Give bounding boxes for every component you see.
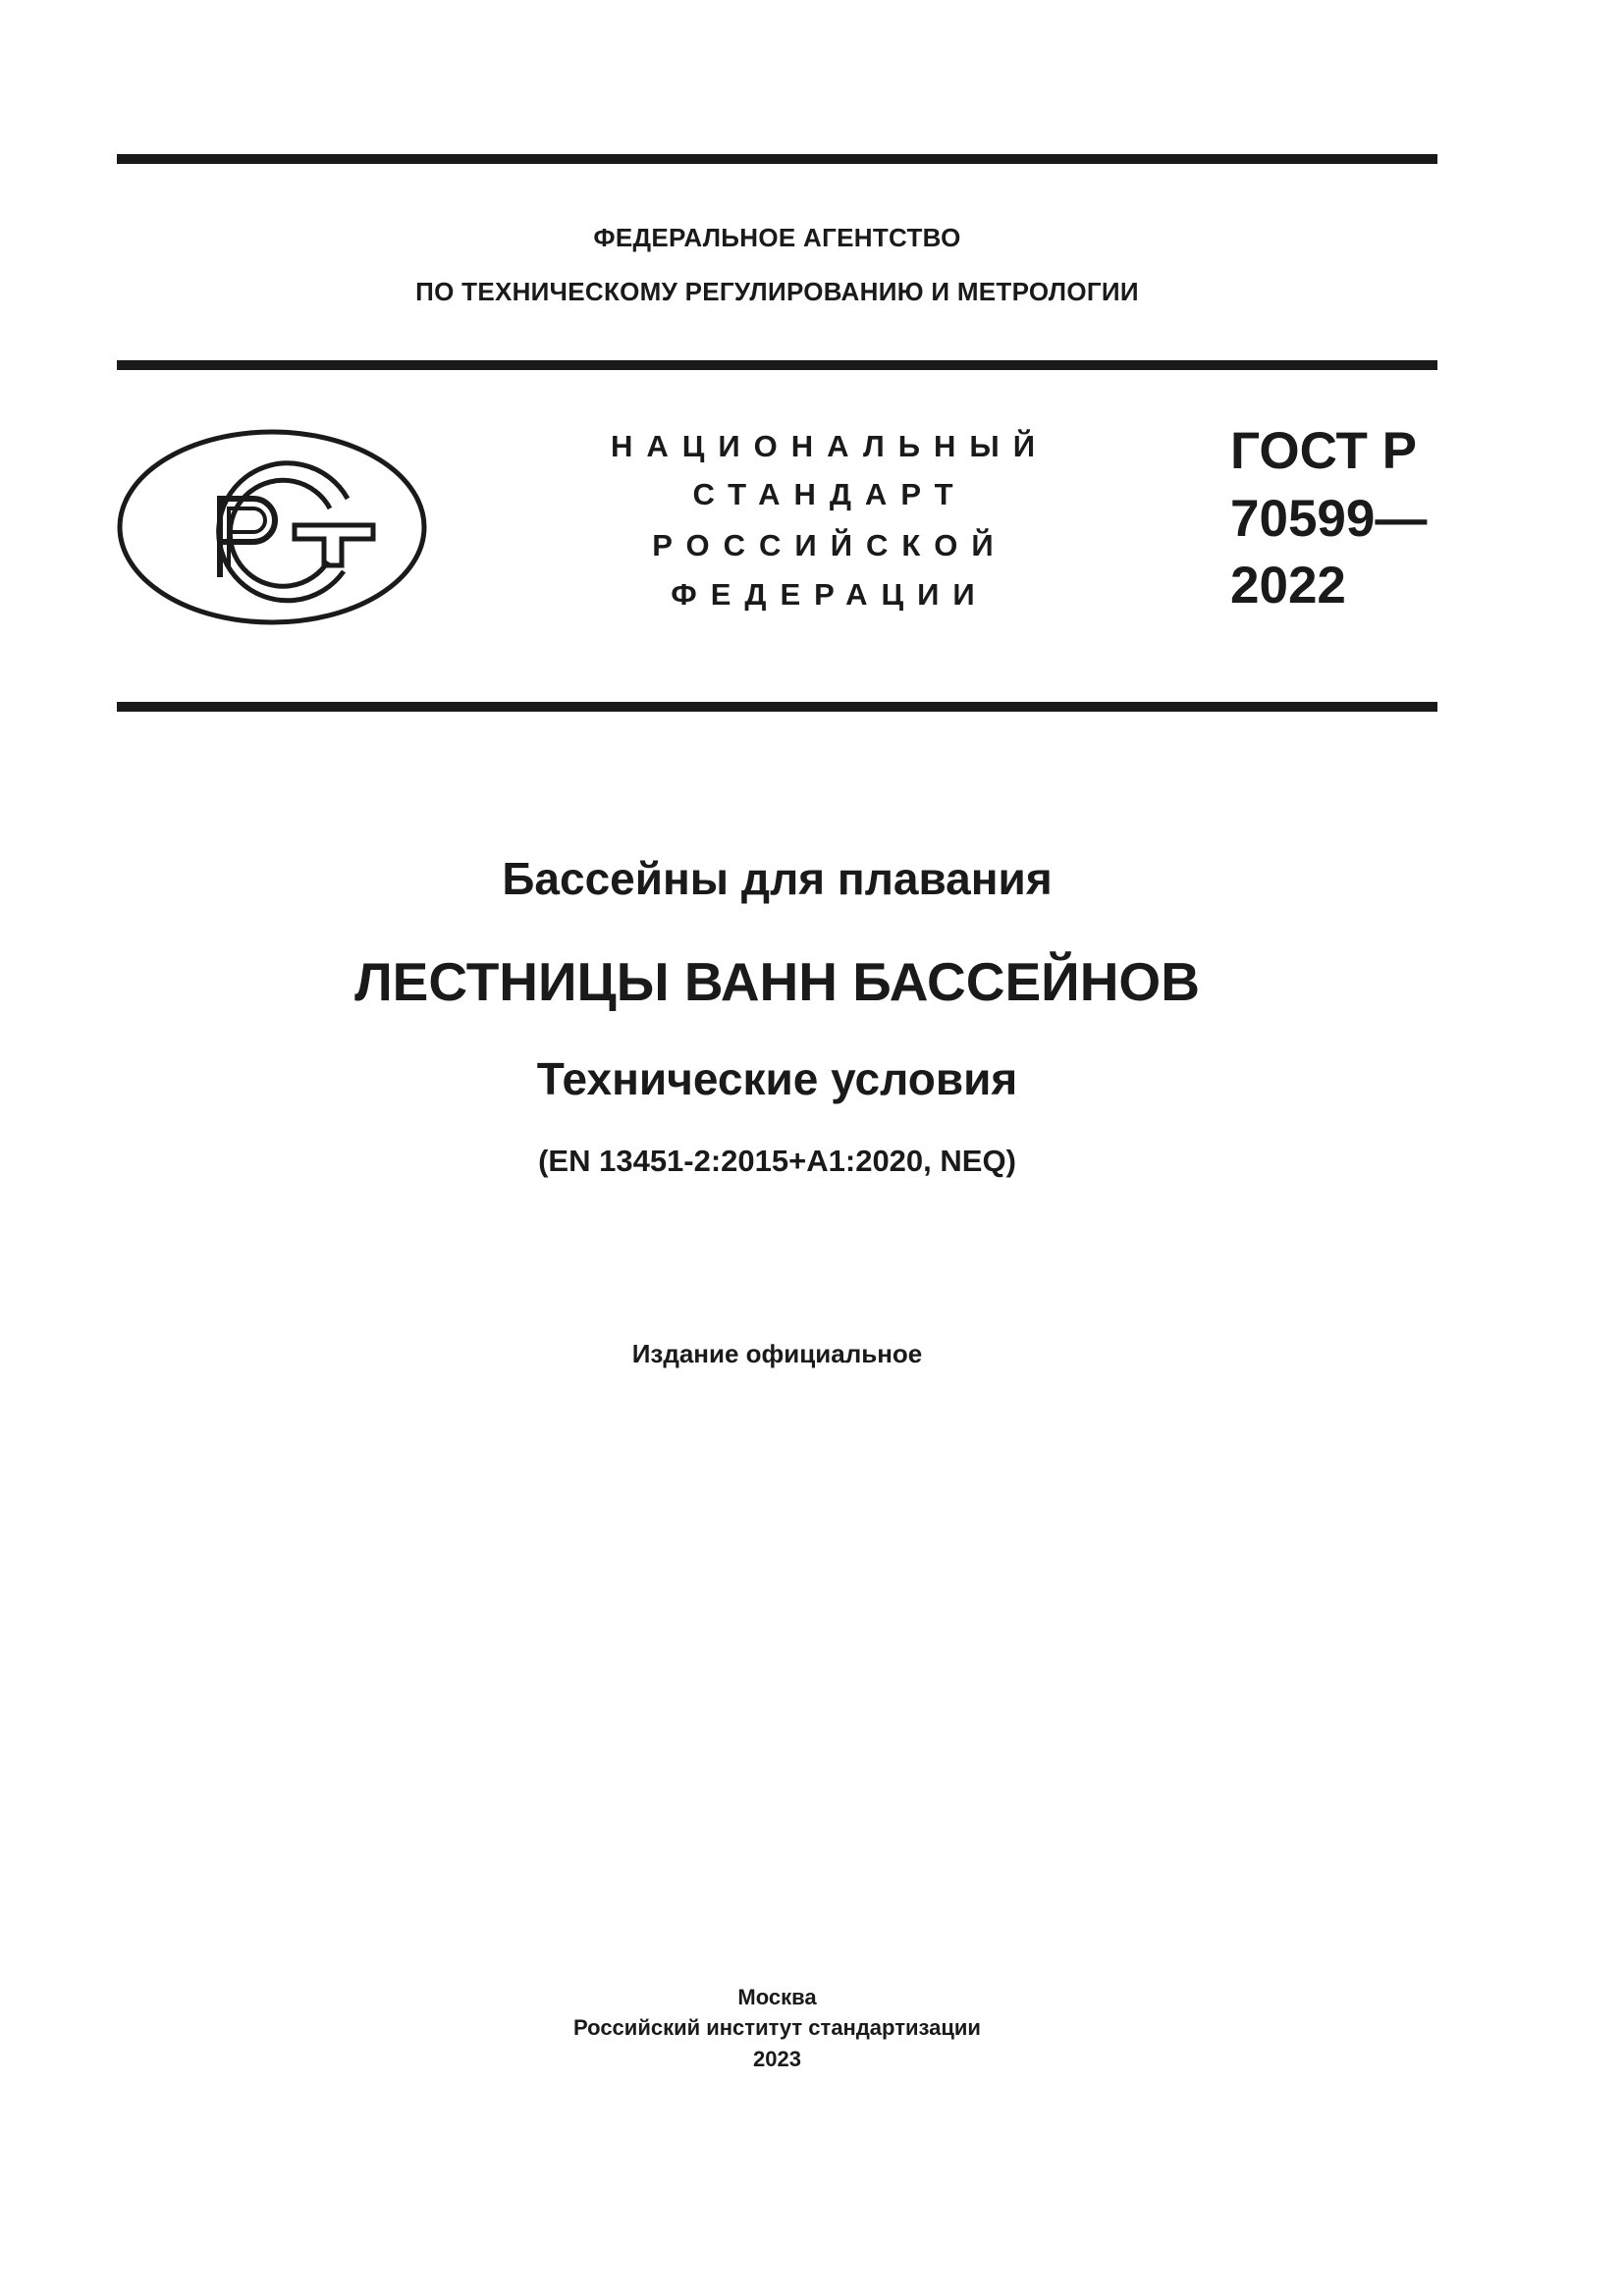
publication-year: 2023 xyxy=(753,2047,801,2071)
gost-designation-line-1: ГОСТ Р xyxy=(1230,422,1417,480)
document-title: ЛЕСТНИЦЫ ВАНН БАССЕЙНОВ xyxy=(354,951,1200,1012)
edition-note: Издание официальное xyxy=(631,1339,923,1368)
agency-name-line-1: ФЕДЕРАЛЬНОЕ АГЕНТСТВО xyxy=(593,223,961,252)
top-rule xyxy=(117,154,1437,164)
standard-type-line-4: ФЕДЕРАЦИИ xyxy=(671,577,989,612)
standard-type-line-3: РОССИЙСКОЙ xyxy=(652,528,1007,562)
document-subject: Бассейны для плавания xyxy=(502,853,1053,904)
agency-name-line-2: ПО ТЕХНИЧЕСКОМУ РЕГУЛИРОВАНИЮ И МЕТРОЛОГИИ xyxy=(415,277,1139,306)
standard-type-line-2: СТАНДАРТ xyxy=(692,477,967,511)
publisher-city: Москва xyxy=(737,1985,817,2009)
publisher-name: Российский институт стандартизации xyxy=(573,2015,981,2040)
standard-type-line-1: НАЦИОНАЛЬНЫЙ xyxy=(610,429,1050,463)
standard-reference: (EN 13451-2:2015+A1:2020, NEQ) xyxy=(538,1144,1016,1178)
header-divider-rule xyxy=(117,360,1437,370)
title-divider-rule xyxy=(117,702,1437,712)
gost-designation-line-2: 70599— xyxy=(1230,490,1428,548)
rst-logo-icon xyxy=(116,428,428,626)
document-subtitle: Технические условия xyxy=(536,1053,1018,1104)
gost-designation-line-3: 2022 xyxy=(1230,557,1346,614)
